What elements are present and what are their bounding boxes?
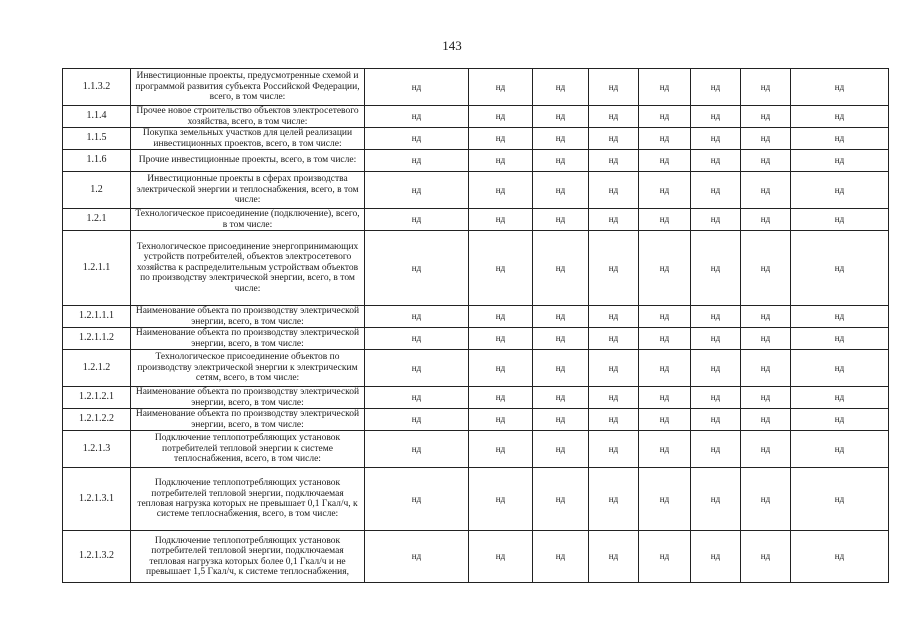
row-value-cell: нд [639,409,691,431]
row-value-cell: нд [365,69,469,106]
row-value-cell: нд [639,150,691,172]
row-value-cell: нд [791,69,889,106]
row-value-cell: нд [533,150,589,172]
row-value-cell: нд [691,69,741,106]
row-value-cell: нд [691,387,741,409]
row-value-cell: нд [791,209,889,231]
row-value-cell: нд [365,431,469,468]
row-value-cell: нд [791,172,889,209]
table-body [63,69,889,583]
row-value-cell: нд [469,106,533,128]
row-value-cell: нд [741,150,791,172]
row-value-cell: нд [741,231,791,306]
row-value-cell: нд [589,106,639,128]
row-value-cell: нд [741,387,791,409]
row-value-cell: нд [533,106,589,128]
table-row [63,209,889,231]
row-value-cell: нд [639,172,691,209]
row-value-cell: нд [691,150,741,172]
row-value-cell: нд [469,468,533,531]
row-code: 1.2.1.3.2 [63,531,131,583]
row-value-cell: нд [365,387,469,409]
row-value-cell: нд [365,106,469,128]
row-name: Технологическое присоединение энергопринимающих устройств потребителей, объектов электросетевого хозяйства к распределительным устройствам объектов по производству электрической энергии, всего, в том числе: [131,231,365,306]
row-value-cell: нд [533,387,589,409]
row-value-cell: нд [791,128,889,150]
investment-table [62,68,889,583]
row-value-cell: нд [589,172,639,209]
row-value-cell: нд [533,172,589,209]
row-name: Наименование объекта по производству электрической энергии, всего, в том числе: [131,328,365,350]
row-name: Наименование объекта по производству электрической энергии, всего, в том числе: [131,306,365,328]
row-value-cell: нд [639,231,691,306]
row-value-cell: нд [691,106,741,128]
row-name: Наименование объекта по производству электрической энергии, всего, в том числе: [131,409,365,431]
page-number: 143 [442,38,462,53]
row-value-cell: нд [691,431,741,468]
row-name: Подключение теплопотребляющих установок потребителей тепловой энергии к системе теплоснабжения, всего, в том числе: [131,431,365,468]
row-value-cell: нд [691,350,741,387]
table-row [63,328,889,350]
row-value-cell: нд [639,306,691,328]
row-code: 1.2.1.2.1 [63,387,131,409]
row-value-cell: нд [365,128,469,150]
row-value-cell: нд [791,531,889,583]
row-value-cell: нд [365,231,469,306]
row-value-cell: нд [791,150,889,172]
row-code: 1.1.5 [63,128,131,150]
table-row [63,468,889,531]
row-value-cell: нд [639,106,691,128]
row-value-cell: нд [791,431,889,468]
row-value-cell: нд [691,531,741,583]
row-value-cell: нд [589,150,639,172]
row-value-cell: нд [639,128,691,150]
row-value-cell: нд [589,387,639,409]
row-code: 1.2.1.1.2 [63,328,131,350]
table-row [63,387,889,409]
row-value-cell: нд [469,431,533,468]
table-row [63,69,889,106]
row-code: 1.2.1.2 [63,350,131,387]
row-value-cell: нд [791,306,889,328]
row-value-cell: нд [791,350,889,387]
row-value-cell: нд [589,531,639,583]
row-value-cell: нд [639,350,691,387]
row-value-cell: нд [469,128,533,150]
row-code: 1.2 [63,172,131,209]
table-row [63,106,889,128]
row-value-cell: нд [589,328,639,350]
row-name: Наименование объекта по производству электрической энергии, всего, в том числе: [131,387,365,409]
row-value-cell: нд [365,328,469,350]
row-value-cell: нд [469,328,533,350]
row-value-cell: нд [469,350,533,387]
table-row [63,128,889,150]
row-value-cell: нд [469,69,533,106]
row-code: 1.1.4 [63,106,131,128]
row-name: Технологическое присоединение (подключение), всего, в том числе: [131,209,365,231]
row-value-cell: нд [533,409,589,431]
row-value-cell: нд [589,209,639,231]
row-value-cell: нд [533,431,589,468]
row-code: 1.1.3.2 [63,69,131,106]
row-value-cell: нд [365,172,469,209]
row-value-cell: нд [639,431,691,468]
row-value-cell: нд [791,387,889,409]
table-row [63,172,889,209]
row-value-cell: нд [469,387,533,409]
row-value-cell: нд [365,306,469,328]
row-value-cell: нд [589,306,639,328]
row-value-cell: нд [741,172,791,209]
row-value-cell: нд [469,531,533,583]
table-row [63,431,889,468]
table-row [63,306,889,328]
row-value-cell: нд [589,468,639,531]
row-value-cell: нд [741,468,791,531]
row-value-cell: нд [589,431,639,468]
row-value-cell: нд [691,468,741,531]
row-value-cell: нд [791,328,889,350]
row-code: 1.2.1.1 [63,231,131,306]
row-value-cell: нд [533,231,589,306]
row-value-cell: нд [791,468,889,531]
row-value-cell: нд [691,328,741,350]
row-value-cell: нд [365,468,469,531]
row-value-cell: нд [365,350,469,387]
row-value-cell: нд [741,128,791,150]
row-value-cell: нд [469,150,533,172]
table-row [63,231,889,306]
row-value-cell: нд [691,209,741,231]
row-name: Прочие инвестиционные проекты, всего, в том числе: [131,150,365,172]
row-value-cell: нд [365,531,469,583]
row-value-cell: нд [533,306,589,328]
row-value-cell: нд [639,328,691,350]
table-row [63,150,889,172]
row-value-cell: нд [691,306,741,328]
row-value-cell: нд [469,172,533,209]
row-code: 1.2.1 [63,209,131,231]
table-row [63,531,889,583]
row-name: Инвестиционные проекты, предусмотренные схемой и программой развития субъекта Российской Федерации, всего, в том числе: [131,69,365,106]
row-value-cell: нд [469,231,533,306]
row-value-cell: нд [533,128,589,150]
row-value-cell: нд [691,128,741,150]
row-code: 1.1.6 [63,150,131,172]
row-value-cell: нд [691,409,741,431]
row-value-cell: нд [741,350,791,387]
row-code: 1.2.1.3 [63,431,131,468]
row-value-cell: нд [741,306,791,328]
row-value-cell: нд [533,69,589,106]
row-code: 1.2.1.2.2 [63,409,131,431]
row-value-cell: нд [589,69,639,106]
row-name: Технологическое присоединение объектов по производству электрической энергии к электрическим сетям, всего, в том числе: [131,350,365,387]
row-value-cell: нд [741,409,791,431]
row-value-cell: нд [533,209,589,231]
row-value-cell: нд [741,69,791,106]
row-name: Прочее новое строительство объектов электросетевого хозяйства, всего, в том числе: [131,106,365,128]
row-value-cell: нд [639,69,691,106]
row-value-cell: нд [533,468,589,531]
row-value-cell: нд [741,328,791,350]
row-value-cell: нд [791,231,889,306]
row-value-cell: нд [691,231,741,306]
row-value-cell: нд [589,128,639,150]
row-value-cell: нд [533,350,589,387]
row-value-cell: нд [365,409,469,431]
row-value-cell: нд [741,209,791,231]
row-value-cell: нд [589,409,639,431]
row-value-cell: нд [741,106,791,128]
row-value-cell: нд [639,468,691,531]
row-value-cell: нд [533,531,589,583]
row-value-cell: нд [365,209,469,231]
row-value-cell: нд [639,209,691,231]
row-code: 1.2.1.3.1 [63,468,131,531]
row-name: Инвестиционные проекты в сферах производства электрической энергии и теплоснабжения, всего, в том числе: [131,172,365,209]
row-value-cell: нд [639,531,691,583]
row-value-cell: нд [791,106,889,128]
row-value-cell: нд [365,150,469,172]
row-value-cell: нд [741,531,791,583]
row-value-cell: нд [469,409,533,431]
row-value-cell: нд [589,231,639,306]
row-value-cell: нд [639,387,691,409]
row-value-cell: нд [791,409,889,431]
row-value-cell: нд [469,209,533,231]
table-row [63,409,889,431]
table-row [63,350,889,387]
row-value-cell: нд [533,328,589,350]
row-name: Покупка земельных участков для целей реализации инвестиционных проектов, всего, в том числе: [131,128,365,150]
row-value-cell: нд [469,306,533,328]
row-name: Подключение теплопотребляющих установок потребителей тепловой энергии, подключаемая тепловая нагрузка которых более 0,1 Гкал/ч и не превышает 1,5 Гкал/ч, к системе теплоснабжения, [131,531,365,583]
row-name: Подключение теплопотребляющих установок потребителей тепловой энергии, подключаемая тепловая нагрузка которых не превышает 0,1 Гкал/ч, к системе теплоснабжения, всего, в том числе: [131,468,365,531]
row-value-cell: нд [741,431,791,468]
row-code: 1.2.1.1.1 [63,306,131,328]
row-value-cell: нд [691,172,741,209]
row-value-cell: нд [589,350,639,387]
